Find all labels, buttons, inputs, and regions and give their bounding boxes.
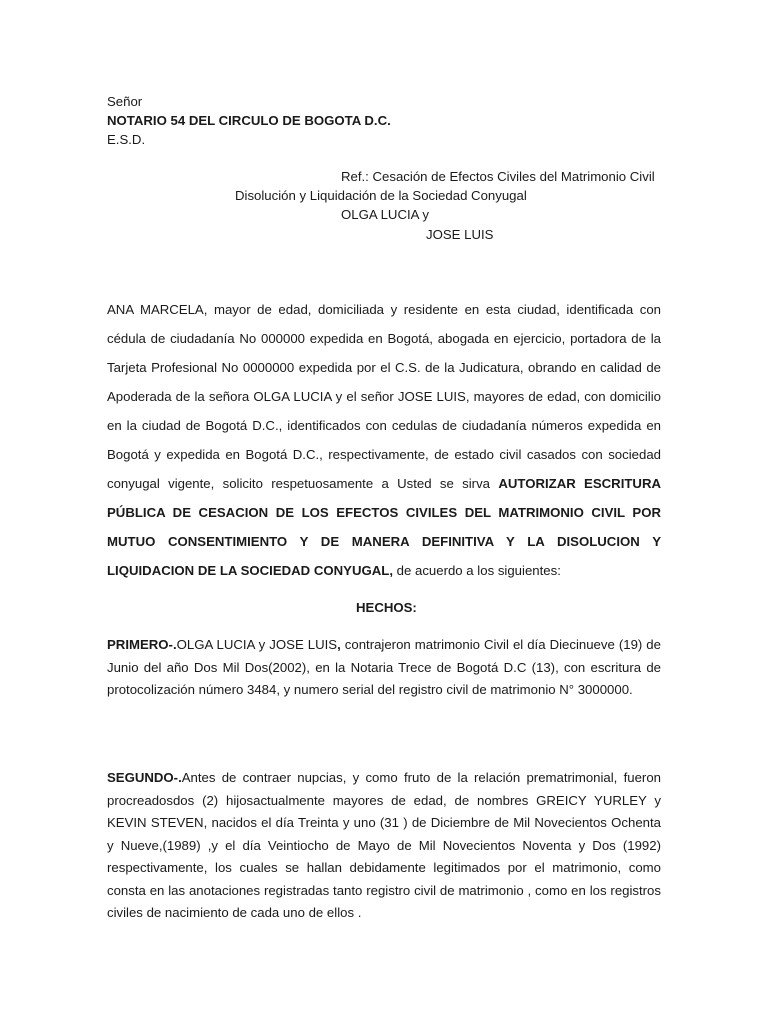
intro-text: ANA MARCELA, mayor de edad, domiciliada y residente en esta ciudad, identificada con cédula de ciudadanía No 000000 expedida en Bogotá, abogada en ejercicio, portadora de la Tarjeta Profesional No 0000000 expedida por el C.S. de la Judicatura, obrando en calidad de Apoderada de la señora OLGA LUCIA y el señor JOSE LUIS, mayores de edad, con domicilio en la ciudad de Bogotá D.C., identificados con cedulas de ciudadanía números expedida en Bogotá y expedida en Bogotá D.C., respectivamente, de estado civil casados con sociedad conyugal vigente, solicito respetuosamente a Usted se sirva [107,302,661,491]
intro-paragraph [107,295,661,585]
reference-line-3: OLGA LUCIA y [341,207,429,222]
esd-line: E.S.D. [107,132,146,147]
primero-paragraph [107,634,661,702]
hechos-heading: HECHOS: [356,600,417,615]
reference-line-2: Disolución y Liquidación de la Sociedad Conyugal [235,188,527,203]
reference-line-4: JOSE LUIS [426,227,494,242]
reference-line-1: Ref.: Cesación de Efectos Civiles del Matrimonio Civil [341,169,655,184]
salutation: Señor [107,94,143,109]
addressee: NOTARIO 54 DEL CIRCULO DE BOGOTA D.C. [107,113,391,128]
segundo-text: Antes de contraer nupcias, y como fruto de la relación prematrimonial, fueron procreadosdos (2) hijosactualmente mayores de edad, de nombres GREICY YURLEY y KEVIN STEVEN, nacidos el día Treinta y uno (31 ) de Diciembre de Mil Novecientos Ochenta y Nueve,(1989) ,y el día Veintiocho de Mayo de Mil Novecientos Noventa y Dos (1992) respectivamente, los cuales se hallan debidamente legitimados por el matrimonio, como consta en las anotaciones registradas tanto registro civil de matrimonio , como en los registros civiles de nacimiento de cada uno de ellos . [107,770,661,920]
primero-comma: , [337,637,341,652]
primero-names: OLGA LUCIA y JOSE LUIS [176,637,338,652]
segundo-paragraph [107,767,661,925]
primero-text: contrajeron matrimonio Civil el día Diecinueve (19) de Junio del año Dos Mil Dos(2002), en la Notaria Trece de Bogotá D.C (13), con escritura de protocolización número 3484, y numero serial del registro civil de matrimonio N° 3000000. [107,637,661,697]
primero-label: PRIMERO-. [107,637,177,652]
intro-bold-request: AUTORIZAR ESCRITURA PÚBLICA DE CESACION DE LOS EFECTOS CIVILES DEL MATRIMONIO CIVIL POR MUTUO CONSENTIMIENTO Y DE MANERA DEFINITIVA Y LA DISOLUCION Y LIQUIDACION DE LA SOCIEDAD CONYUGAL, [107,476,661,578]
segundo-label: SEGUNDO-. [107,770,182,785]
intro-closing: de acuerdo a los siguientes: [392,563,561,578]
